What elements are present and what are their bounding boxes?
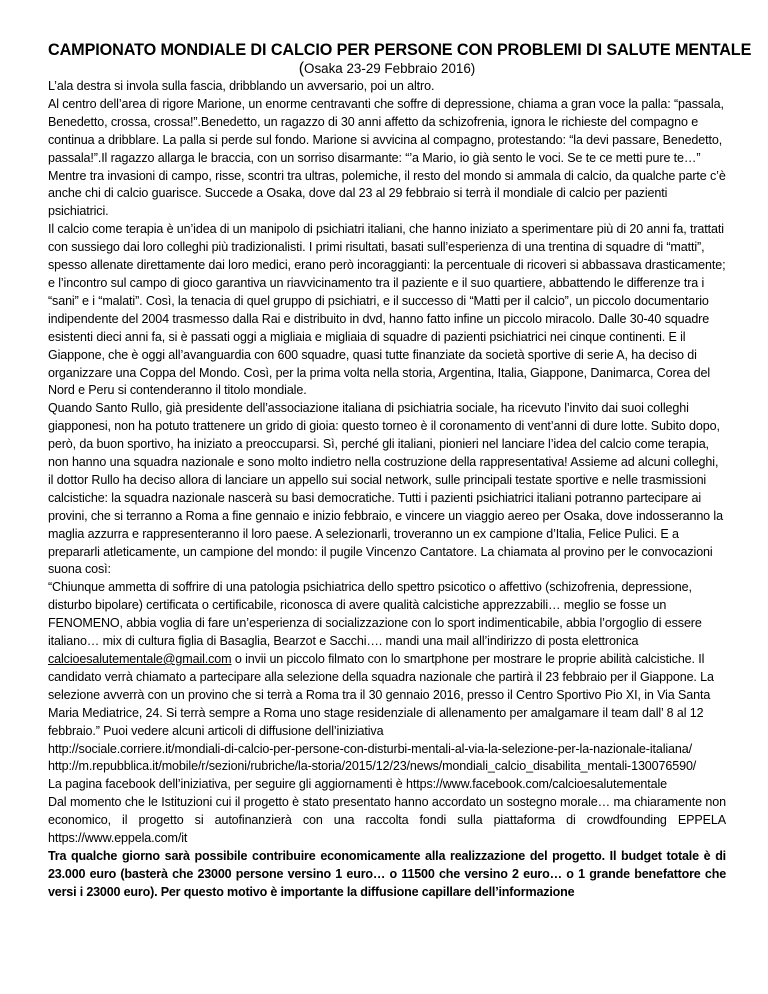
crowdfunding-paragraph: Dal momento che le Istituzioni cui il progetto è stato presentato hanno accordato un sostegno morale… ma chiaramente non economico, il progetto si autofinanzierà con una raccolta fondi sulla piattaforma di crowdfounding EPPELA https://www.eppela.com/it [48,795,726,846]
subtitle-text: Osaka 23-29 Febbraio 2016) [304,61,476,76]
document-title: CAMPIONATO MONDIALE DI CALCIO PER PERSONE CON PROBLEMI DI SALUTE MENTALE [48,41,752,59]
paragraph-opening: L’ala destra si invola sulla fascia, dribblando un avversario, poi un altro. [48,79,435,93]
document-page [48,40,752,902]
call-text-before: “Chiunque ammetta di soffrire di una patologia psichiatrica dello spettro psicotico o affettivo (schizofrenia, depressione, disturbo bipolare) certificata o certificabile, riconosca di avere qualità calcistiche apprezzabili… meglio se fosse un FENOMENO, abbia voglia di fare un’esperienza di socializzazione con lo sport indimenticabile, abbia l’orgoglio di essere italiano… mix di cultura figlia di Basaglia, Bearzot e Sacchi…. mandi una mail all’indirizzo di posta elettronica [48,580,702,649]
email-link[interactable]: calcioesalutementale@gmail.com [48,652,232,666]
paragraph-osaka: Mentre tra invasioni di campo, risse, scontri tra ultras, polemiche, il resto del mondo si ammala di calcio, da qualche parte c’è anche chi di calcio guarisce. Succede a Osaka, dove dal 23 al 29 febbraio si terrà il mondiale di calcio per pazienti psichiatrici. [48,168,726,219]
document-body [48,78,726,902]
facebook-paragraph: La pagina facebook dell’iniziativa, per seguire gli aggiornamenti è https://www.facebook.com/calcioesalutementale [48,777,668,792]
subtitle-open-paren: ( [298,60,305,77]
repubblica-link[interactable]: http://m.repubblica.it/mobile/r/sezioni/rubriche/la-storia/2015/12/23/news/mondiali_calcio_disabilita_mentali-130076590/ [48,759,697,774]
document-subtitle [48,60,726,78]
paragraph-therapy: Il calcio come terapia è un’idea di un manipolo di psichiatri italiani, che hanno iniziato a sperimentare più di 20 anni fa, trattati con sussiego dai loro colleghi più tradizionalisti. I primi risultati, basati sull’esperienza di una trentina di squadre di “matti”, spesso allenate direttamente dai loro medici, erano però incoraggianti: la percentuale di ricoveri si abbassava drasticamente; e l’incontro sul campo di gioco garantiva un riavvicinamento tra il paziente e il suo quartiere, abbattendo le differenze tra i “sani” e i “malati”. Così, la tenacia di quel gruppo di psichiatri, e il successo di “Matti per il calcio”, un piccolo documentario indipendente del 2004 trasmesso dalla Rai e distribuito in dvd, hanno fatto infine un piccolo miracolo. Dalle 30-40 squadre esistenti dieci anni fa, si è passati oggi a migliaia e migliaia di squadre di pazienti psichiatrici nei cinque continenti. E il Giappone, che è oggi all’avanguardia con 600 squadre, quasi tutte finanziate da società sportive di serie A, ha deciso di organizzare una Coppa del Mondo. Così, per la prima volta nella storia, Argentina, Italia, Giappone, Danimarca, Corea del Nord e Peru si contenderanno il titolo mondiale. [48,222,726,398]
call-text-after: o invii un piccolo filmato con lo smartphone per mostrare le proprie abilità calcistiche. Il candidato verrà chiamato a partecipare alla selezione della squadra nazionale che partirà il 23 febbraio per il Giappone. La selezione avverrà con un provino che si terrà a Roma tra il 30 gennaio 2016, presso il Centro Sportivo Pio XI, in Via Santa Maria Mediatrice, 24. Si terrà sempre a Roma uno stage residenziale di allenamento per amalgamare il team dall’ 8 al 12 febbraio.” Puoi vedere alcuni articoli di diffusione dell’iniziativa [48,652,714,738]
closing-paragraph: Tra qualche giorno sarà possibile contribuire economicamente alla realizzazione del progetto. Il budget totale è di 23.000 euro (basterà che 23000 persone versino 1 euro… o 11500 che versino 2 euro… o 1 grande benefattore che versi i 23000 euro). Per questo motivo è importante la diffusione capillare dell’informazione [48,848,726,899]
paragraph-marione: Al centro dell’area di rigore Marione, un enorme centravanti che soffre di depressione, chiama a gran voce la palla: “passala, Benedetto, crossa, crossa!”.Benedetto, un ragazzo di 30 anni affetto da schizofrenia, ignora le richieste del compagno e continua a dribblare. La palla si perde sul fondo. Marione si avvicina al compagno, protestando: “la devi passare, Benedetto, passala!”.Il ragazzo allarga le braccia, con un sorriso disarmante: “’a Mario, io già sento le voci. Se te ce metti pure te…” [48,96,724,165]
paragraph-rullo: Quando Santo Rullo, già presidente dell’associazione italiana di psichiatria sociale, ha ricevuto l’invito dai suoi colleghi giapponesi, non ha potuto trattenere un grido di gioia: questo torneo è il coronamento di vent’anni di dure lotte. Subito dopo, però, da buon sportivo, ha iniziato a preoccuparsi. Sì, perché gli italiani, pionieri nel lanciare l’idea del calcio come terapia, non hanno una squadra nazionale e sono molto indietro nella costruzione della rappresentativa! Assieme ad alcuni colleghi, il dottor Rullo ha deciso allora di lanciare un appello sui social network, sulle principali testate sportive e nelle trasmissioni calcistiche: la squadra nazionale nascerà su basi democratiche. Tutti i pazienti psichiatrici italiani potranno partecipare ai provini, che si terranno a Roma a fine gennaio e inizio febbraio, e vincere un viaggio aereo per Osaka, dove indosseranno la maglia azzurra e rappresenteranno il loro paese. A selezionarli, troveranno un ex campione d’Italia, Felice Pulici. E a prepararli atleticamente, un campione del mondo: il pugile Vincenzo Cantatore. La chiamata al provino per le convocazioni suona così: [48,401,723,577]
corriere-link[interactable]: http://sociale.corriere.it/mondiali-di-calcio-per-persone-con-disturbi-mentali-al-via-la-selezione-per-la-nazionale-italiana/ [48,741,692,756]
paragraph-call [48,579,726,740]
